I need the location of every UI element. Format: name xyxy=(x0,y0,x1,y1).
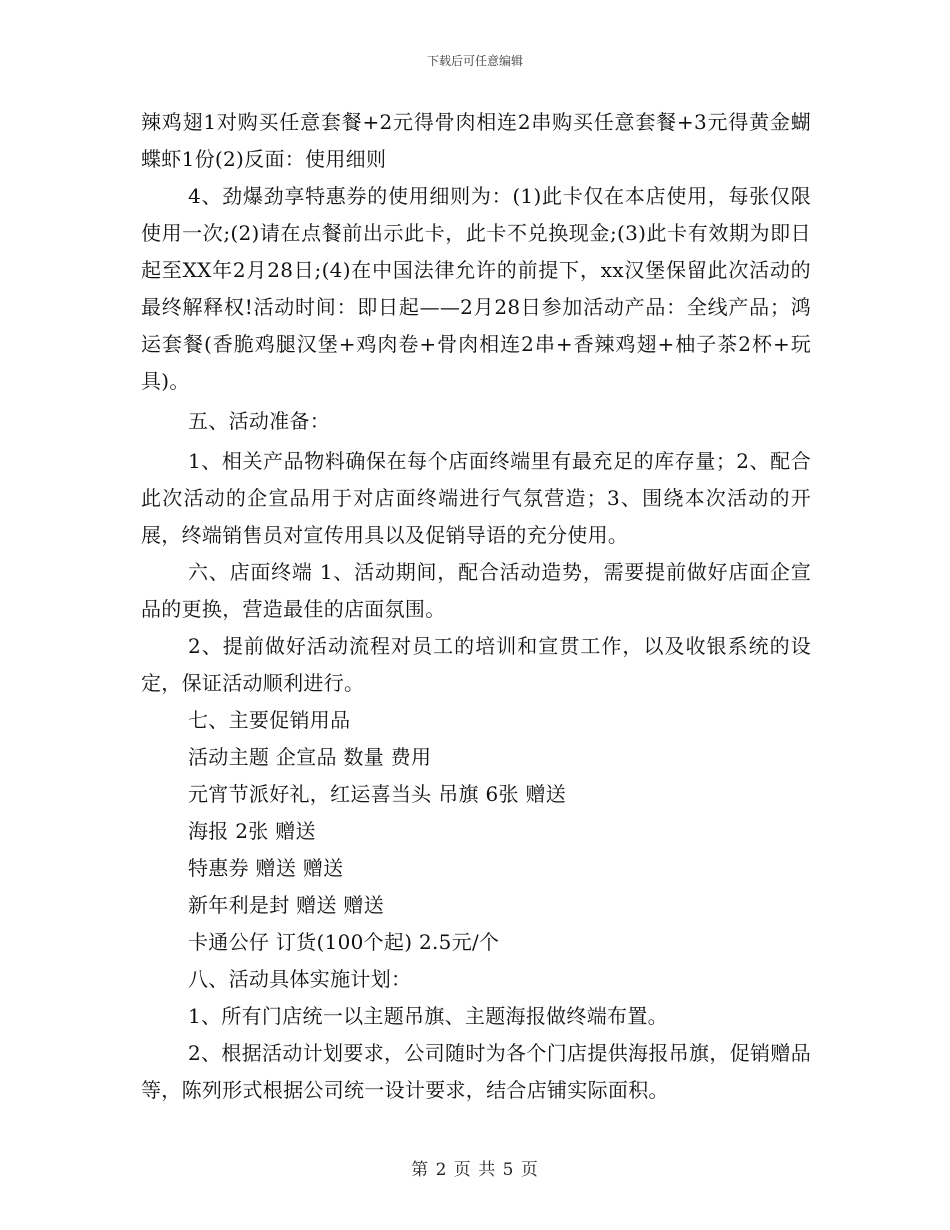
table-row: 特惠券 赠送 赠送 xyxy=(188,856,344,880)
page-header: 下载后可任意编辑 xyxy=(426,54,523,68)
table-header-row: 活动主题 企宣品 数量 费用 xyxy=(188,745,432,769)
paragraph: 1、相关产品物料确保在每个店面终端里有最充足的库存量；2、配合此次活动的企宣品用于对店面终端进行气氛营造；3、围绕本次活动的开展，终端销售员对宣传用具以及促销导语的充分使用。 xyxy=(141,449,811,547)
section-heading: 五、活动准备： xyxy=(188,409,331,433)
table-row: 海报 2张 赠送 xyxy=(188,819,316,843)
paragraph: 4、劲爆劲享特惠券的使用细则为：(1)此卡仅在本店使用，每张仅限使用一次;(2)请在点餐前出示此卡，此卡不兑换现金;(3)此卡有效期为即日起至XX年2月28日;(4)在中国法律允许的前提下，xx汉堡保留此次活动的最终解释权!活动时间：即日起——2月28日参加活动产品：全线产品；鸿运套餐(香脆鸡腿汉堡+鸡肉卷+骨肉相连2串+香辣鸡翅+柚子茶2杯+玩具)。 xyxy=(141,184,811,393)
section-heading: 七、主要促销用品 xyxy=(188,708,351,732)
paragraph: 辣鸡翅1对购买任意套餐+2元得骨肉相连2串购买任意套餐+3元得黄金蝴蝶虾1份(2)反面：使用细则 xyxy=(141,110,811,171)
table-row: 元宵节派好礼，红运喜当头 吊旗 6张 赠送 xyxy=(188,782,567,806)
page-footer: 第 2 页 共 5 页 xyxy=(411,1160,539,1180)
section-heading: 六、店面终端 1、活动期间，配合活动造势，需要提前做好店面企宣品的更换，营造最佳的店面氛围。 xyxy=(141,560,811,621)
table-row: 卡通公仔 订货(100个起) 2.5元/个 xyxy=(188,930,500,954)
paragraph: 1、所有门店统一以主题吊旗、主题海报做终端布置。 xyxy=(188,1004,668,1028)
section-heading: 八、活动具体实施计划： xyxy=(188,967,412,991)
paragraph: 2、提前做好活动流程对员工的培训和宣贯工作，以及收银系统的设定，保证活动顺利进行。 xyxy=(141,634,811,695)
document-body xyxy=(141,104,811,1109)
table-row: 新年利是封 赠送 赠送 xyxy=(188,893,385,917)
paragraph: 2、根据活动计划要求，公司随时为各个门店提供海报吊旗，促销赠品等，陈列形式根据公司统一设计要求，结合店铺实际面积。 xyxy=(141,1041,811,1102)
